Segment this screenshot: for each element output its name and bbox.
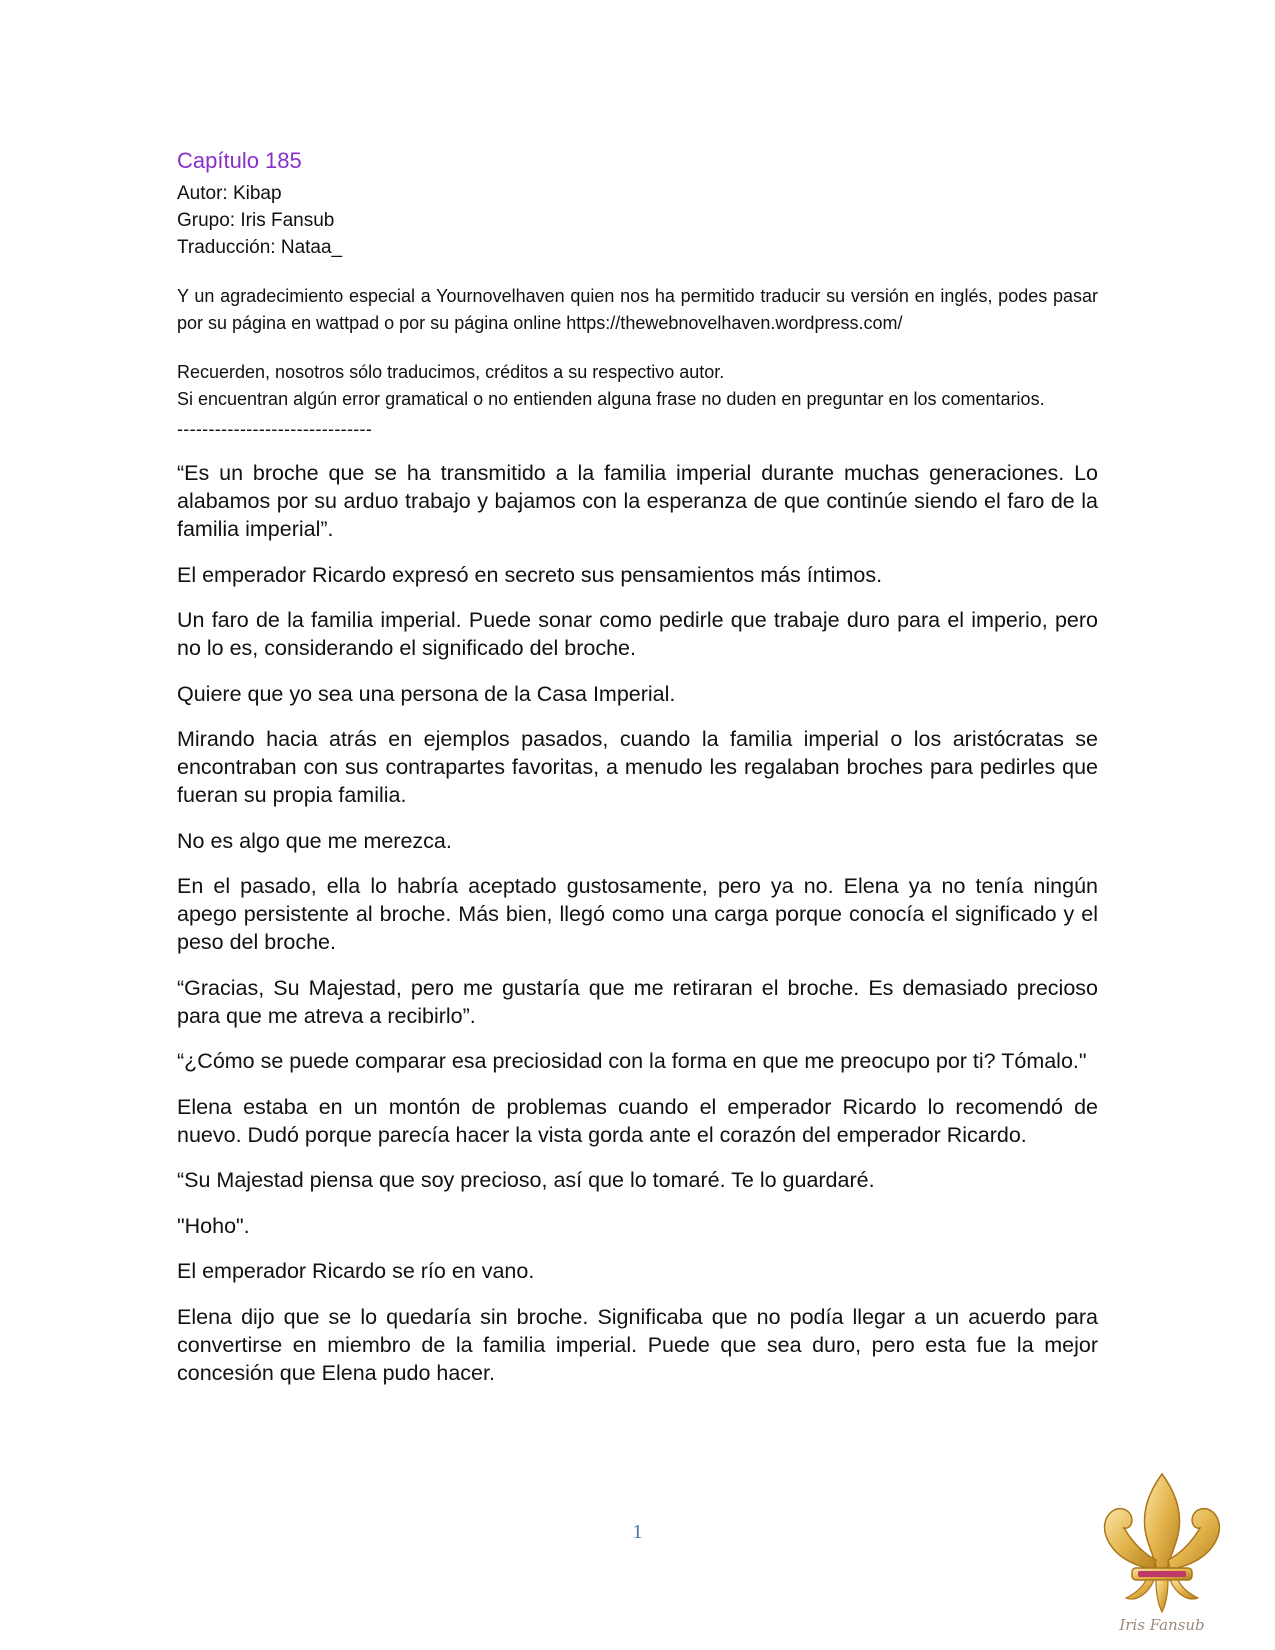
story-paragraph: No es algo que me merezca. [177,828,452,853]
story-paragraph: “Su Majestad piensa que soy precioso, así que lo tomaré. Te lo guardaré. [177,1168,875,1192]
notice-credits: Recuerden, nosotros sólo traducimos, créditos a su respectivo autor. [177,362,725,382]
page-number: 1 [632,1521,643,1543]
story-paragraph: “Es un broche que se ha transmitido a la familia imperial durante muchas generaciones. Lo alabamos por su arduo trabajo y bajamos con la esperanza de que continúe siendo el faro de la familia imperial”. [177,461,1098,541]
fleur-de-lis-icon [1096,1470,1228,1638]
story-paragraph: El emperador Ricardo se río en vano. [177,1259,535,1283]
story-paragraph: Un faro de la familia imperial. Puede sonar como pedirle que trabaje duro para el imperio, pero no lo es, considerando el significado del broche. [177,608,1098,660]
logo-signature: Iris Fansub [1119,1616,1205,1634]
divider-line: ------------------------------- [177,419,373,439]
author-line: Autor: Kibap [177,183,282,204]
group-line: Grupo: Iris Fansub [177,210,335,231]
story-paragraph: "Hoho". [177,1213,250,1238]
story-paragraph: Elena dijo que se lo quedaría sin broche. Significaba que no podía llegar a un acuerdo para convertirse en miembro de la familia imperial. Puede que sea duro, pero esta fue la mejor concesión que Elena pudo hacer. [177,1304,1098,1385]
story-paragraph: “Gracias, Su Majestad, pero me gustaría que me retiraran el broche. Es demasiado precioso para que me atreva a recibirlo”. [177,975,1098,1028]
story-paragraph: Elena estaba en un montón de problemas cuando el emperador Ricardo lo recomendó de nuevo. Dudó porque parecía hacer la vista gorda ante el corazón del emperador Ricardo. [177,1094,1098,1147]
story-paragraph: Quiere que yo sea una persona de la Casa Imperial. [177,681,676,706]
chapter-title: Capítulo 185 [177,148,302,173]
notice-errors: Si encuentran algún error gramatical o no entienden alguna frase no duden en preguntar en los comentarios. [177,389,1045,409]
document-page [177,146,1098,1404]
translation-line: Traducción: Nataa_ [177,237,343,258]
story-paragraph: El emperador Ricardo expresó en secreto sus pensamientos más íntimos. [177,562,883,587]
story-paragraph: “¿Cómo se puede comparar esa preciosidad con la forma en que me preocupo por ti? Tómalo." [177,1049,1087,1073]
story-body [177,459,1098,1387]
credits-note: Y un agradecimiento especial a Yournovelhaven quien nos ha permitido traducir su versión en inglés, podes pasar por su página en wattpad o por su página online https://thewebnovelhaven.wordpress.com/ [177,286,1098,333]
story-paragraph: Mirando hacia atrás en ejemplos pasados, cuando la familia imperial o los aristócratas se encontraban con sus contrapartes favoritas, a menudo les regalaban broches para pedirles que fueran su propia familia. [177,727,1098,807]
story-paragraph: En el pasado, ella lo habría aceptado gustosamente, pero ya no. Elena ya no tenía ningún apego persistente al broche. Más bien, llegó como una carga porque conocía el significado y el peso del broche. [177,874,1098,954]
